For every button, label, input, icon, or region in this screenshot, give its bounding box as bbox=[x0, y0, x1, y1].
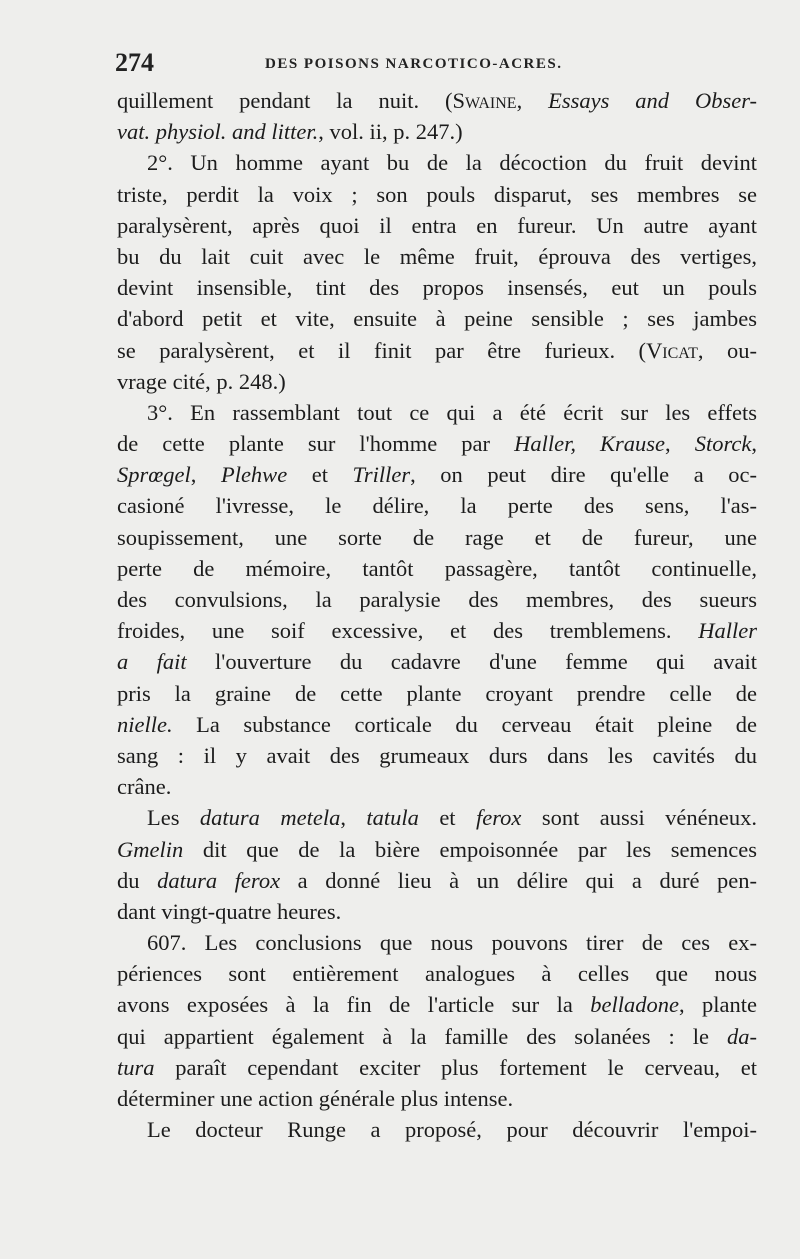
text-segment: bu du lait cuit avec le même fruit, éprouva des vertiges, bbox=[117, 243, 757, 269]
text-line bbox=[117, 896, 757, 927]
italic-text: datura metela bbox=[199, 805, 341, 831]
text-line bbox=[117, 709, 757, 740]
text-segment: 3°. En rassemblant tout ce qui a été écrit sur les effets bbox=[147, 399, 757, 425]
text-line bbox=[117, 428, 757, 459]
italic-text: nielle. bbox=[117, 711, 173, 737]
text-line bbox=[117, 1021, 757, 1052]
text-line bbox=[117, 1114, 757, 1145]
text-segment: l'ouverture du cadavre d'une femme qui avait bbox=[186, 649, 757, 675]
text-segment: se paralysèrent, et il finit par être furieux. ( bbox=[117, 337, 647, 363]
italic-text: Haller, Krause bbox=[514, 431, 666, 457]
text-segment: , bbox=[751, 431, 757, 457]
text-line bbox=[117, 490, 757, 521]
text-line bbox=[117, 459, 757, 490]
text-segment: , bbox=[516, 88, 549, 113]
text-segment: paralysèrent, après quoi il entra en fureur. Un autre ayant bbox=[117, 212, 757, 238]
text-line bbox=[117, 179, 757, 210]
text-segment: vrage cité, p. 248.) bbox=[117, 368, 286, 394]
text-line bbox=[117, 865, 757, 896]
text-line bbox=[117, 85, 757, 116]
text-segment: , plante bbox=[678, 992, 757, 1018]
text-line bbox=[117, 335, 757, 366]
italic-text: belladone bbox=[590, 992, 679, 1018]
text-line bbox=[117, 272, 757, 303]
text-segment: déterminer une action générale plus intense. bbox=[117, 1086, 514, 1111]
text-segment: 2°. Un homme ayant bu de la décoction du fruit devint bbox=[147, 150, 757, 176]
text-segment: dant vingt-quatre heures. bbox=[117, 898, 342, 924]
text-segment: du bbox=[117, 867, 158, 893]
text-line bbox=[117, 802, 757, 833]
text-segment: , bbox=[665, 431, 695, 457]
text-line bbox=[117, 584, 757, 615]
text-line bbox=[117, 553, 757, 584]
text-segment: avons exposées à la fin de l'article sur la bbox=[117, 992, 591, 1018]
text-segment: a donné lieu à un délire qui a duré pen- bbox=[280, 867, 757, 893]
text-segment: soupissement, une sorte de rage et de fureur, une bbox=[117, 524, 757, 550]
text-segment: sont aussi vénéneux. bbox=[521, 805, 757, 831]
text-segment: froides, une soif excessive, et des tremblemens. bbox=[117, 618, 699, 644]
text-line bbox=[117, 740, 757, 771]
text-line bbox=[117, 1083, 757, 1114]
italic-text: Sprœgel bbox=[117, 462, 191, 488]
text-line bbox=[117, 771, 757, 802]
text-segment: , ou- bbox=[697, 337, 757, 363]
text-segment: triste, perdit la voix ; son pouls disparut, ses membres se bbox=[117, 181, 757, 207]
text-line bbox=[117, 615, 757, 646]
text-segment: dit que de la bière empoisonnée par les semences bbox=[183, 836, 757, 862]
text-segment: pris la graine de cette plante croyant prendre celle de bbox=[117, 680, 757, 706]
text-segment: des convulsions, la paralysie des membres, des sueurs bbox=[117, 587, 757, 612]
italic-text: Haller bbox=[698, 618, 757, 644]
text-line bbox=[117, 989, 757, 1020]
text-segment: sang : il y avait des grumeaux durs dans les cavités du bbox=[117, 742, 757, 768]
text-line bbox=[117, 958, 757, 989]
text-segment: Les bbox=[147, 805, 200, 831]
italic-text: ferox bbox=[475, 805, 522, 831]
italic-text: datura ferox bbox=[157, 867, 281, 893]
text-line bbox=[117, 397, 757, 428]
text-segment: de cette plante sur l'homme par bbox=[117, 431, 515, 457]
text-line bbox=[117, 147, 757, 178]
author-name: Vicat bbox=[646, 337, 698, 363]
text-line bbox=[117, 646, 757, 677]
text-line bbox=[117, 116, 757, 147]
italic-text: Plehwe bbox=[220, 462, 288, 488]
text-segment: devint insensible, tint des propos insensés, eut un pouls bbox=[117, 275, 757, 301]
page-number: 274 bbox=[115, 48, 154, 77]
text-segment: , vol. ii, p. 247.) bbox=[318, 119, 463, 145]
text-segment: perte de mémoire, tantôt passagère, tantôt continuelle, bbox=[117, 555, 757, 581]
text-line bbox=[117, 303, 757, 334]
text-segment: périences sont entièrement analogues à celles que nous bbox=[117, 961, 757, 987]
text-segment: crâne. bbox=[117, 774, 172, 800]
text-segment: d'abord petit et vite, ensuite à peine sensible ; ses jambes bbox=[117, 306, 757, 332]
text-segment: , on peut dire qu'elle a oc- bbox=[410, 462, 757, 488]
body-text bbox=[117, 85, 757, 1145]
text-line bbox=[117, 834, 757, 865]
text-segment: 607. Les conclusions que nous pouvons tirer de ces ex- bbox=[147, 930, 757, 956]
text-segment: casioné l'ivresse, le délire, la perte des sens, l'as- bbox=[117, 493, 757, 519]
text-line bbox=[117, 366, 757, 397]
italic-text: Essays and Obser- bbox=[548, 88, 757, 113]
text-segment: quillement pendant la nuit. ( bbox=[117, 88, 453, 113]
italic-text: tura bbox=[117, 1054, 155, 1080]
page-header bbox=[115, 48, 755, 84]
text-line bbox=[117, 522, 757, 553]
text-segment: et bbox=[418, 805, 476, 831]
text-line bbox=[117, 241, 757, 272]
text-segment: La substance corticale du cerveau était pleine de bbox=[172, 711, 757, 737]
text-line bbox=[117, 210, 757, 241]
italic-text: tatula bbox=[366, 805, 419, 831]
italic-text: Triller bbox=[352, 462, 411, 488]
running-head: DES POISONS NARCOTICO-ACRES. bbox=[265, 56, 563, 72]
text-line bbox=[117, 678, 757, 709]
text-segment: , bbox=[190, 462, 221, 488]
text-line bbox=[117, 1052, 757, 1083]
italic-text: Gmelin bbox=[117, 836, 184, 862]
italic-text: Storck bbox=[694, 431, 752, 457]
italic-text: a fait bbox=[117, 649, 187, 675]
text-segment: et bbox=[287, 462, 353, 488]
italic-text: vat. physiol. and litter. bbox=[117, 119, 319, 145]
text-segment: , bbox=[340, 805, 367, 831]
author-name: Swaine bbox=[452, 88, 517, 113]
italic-text: da- bbox=[727, 1023, 757, 1049]
text-segment: Le docteur Runge a proposé, pour découvrir l'empoi- bbox=[147, 1117, 757, 1143]
text-segment: qui appartient également à la famille des solanées : le bbox=[117, 1023, 727, 1049]
text-line bbox=[117, 927, 757, 958]
text-segment: paraît cependant exciter plus fortement le cerveau, et bbox=[154, 1054, 757, 1080]
